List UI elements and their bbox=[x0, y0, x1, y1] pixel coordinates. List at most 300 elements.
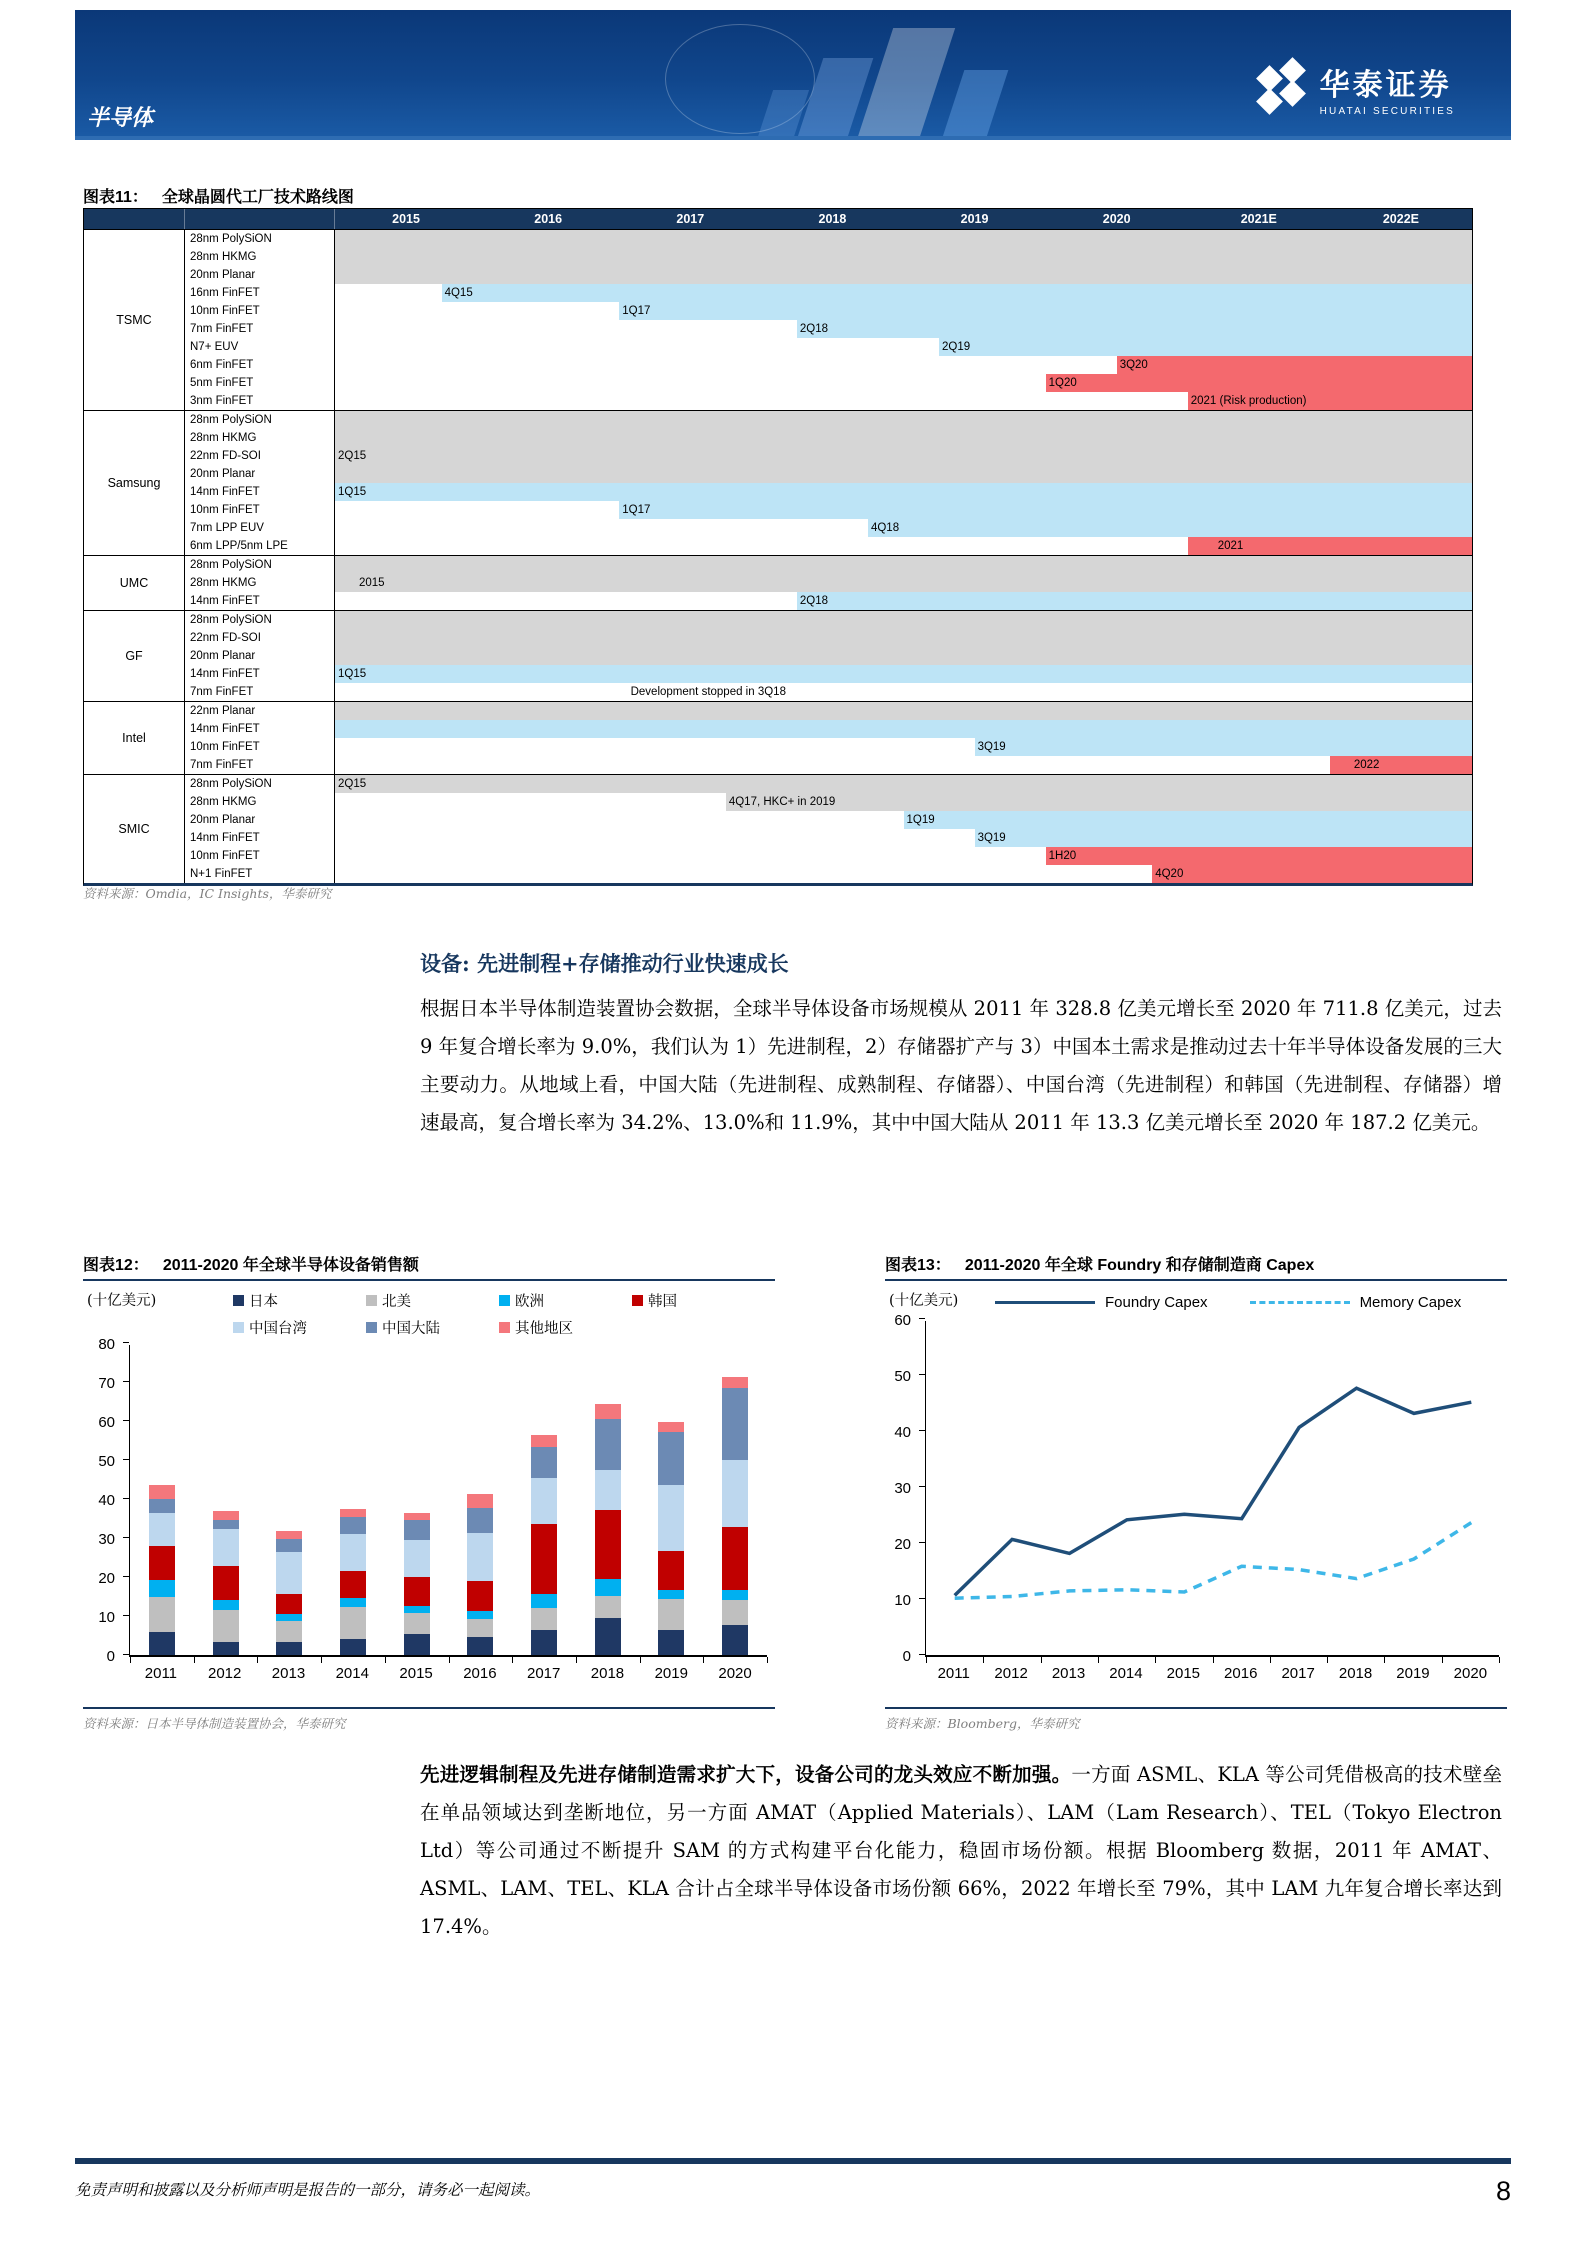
bar-segment bbox=[595, 1510, 621, 1579]
y-tick-mark bbox=[919, 1430, 925, 1431]
company-section bbox=[84, 701, 1472, 774]
tech-label: 28nm HKMG bbox=[185, 793, 335, 811]
roadmap-header-company-cell bbox=[84, 209, 185, 229]
page-number: 8 bbox=[1495, 2176, 1511, 2206]
y-tick-label: 0 bbox=[106, 1648, 115, 1665]
figure12-unit-label: (十亿美元) bbox=[87, 1293, 157, 1309]
y-tick-label: 80 bbox=[98, 1336, 115, 1353]
tech-label: 7nm FinFET bbox=[185, 320, 335, 338]
year-header: 2017 bbox=[676, 212, 705, 226]
bar-segment bbox=[404, 1520, 430, 1540]
brand-name-en: HUATAI SECURITIES bbox=[1319, 106, 1455, 117]
tech-label: 28nm PolySiON bbox=[185, 230, 335, 248]
y-tick-label: 50 bbox=[894, 1368, 911, 1385]
bar-slot bbox=[576, 1345, 640, 1655]
x-tick-label: 2014 bbox=[335, 1665, 369, 1682]
y-tick-label: 50 bbox=[98, 1453, 115, 1470]
timeline-cell bbox=[335, 811, 1472, 829]
timeline-cell bbox=[335, 647, 1472, 665]
bar-segment bbox=[404, 1606, 430, 1613]
company-rows bbox=[185, 702, 1472, 774]
y-tick-mark bbox=[123, 1576, 129, 1577]
x-tick-label: 2013 bbox=[271, 1665, 306, 1682]
roadmap-row bbox=[185, 248, 1472, 266]
tech-label: 10nm FinFET bbox=[185, 501, 335, 519]
company-name: TSMC bbox=[84, 230, 185, 410]
stacked-bar bbox=[467, 1494, 493, 1655]
x-tick-label: 2020 bbox=[1453, 1665, 1488, 1682]
timeline-cell bbox=[335, 465, 1472, 483]
stacked-bar bbox=[149, 1485, 175, 1655]
bar-segment bbox=[722, 1388, 748, 1461]
y-tick-mark bbox=[123, 1381, 129, 1382]
plot-area bbox=[925, 1321, 1499, 1657]
tech-label: 10nm FinFET bbox=[185, 738, 335, 756]
timeline-cell bbox=[335, 756, 1472, 774]
tech-label: 7nm FinFET bbox=[185, 756, 335, 774]
diamond-shape bbox=[1279, 80, 1306, 107]
timeline-cell bbox=[335, 429, 1472, 447]
roadmap-header-tech-cell bbox=[185, 209, 335, 229]
roadmap-bar bbox=[335, 230, 1472, 248]
bar-label: 2015 bbox=[359, 577, 385, 589]
roadmap-bar bbox=[335, 647, 1472, 665]
roadmap-row bbox=[185, 556, 1472, 574]
y-tick-label: 10 bbox=[98, 1609, 115, 1626]
x-tick-mark bbox=[1270, 1657, 1271, 1663]
huatai-logo bbox=[1256, 60, 1455, 117]
bar-segment bbox=[658, 1422, 684, 1432]
legend-item bbox=[233, 1314, 366, 1341]
bar-slot bbox=[449, 1345, 513, 1655]
y-tick-mark bbox=[919, 1486, 925, 1487]
figure13-source: 资料来源：Bloomberg，华泰研究 bbox=[885, 1716, 1080, 1731]
y-tick-label: 60 bbox=[894, 1312, 911, 1329]
bar-label: 4Q18 bbox=[870, 522, 900, 534]
timeline-cell bbox=[335, 629, 1472, 647]
bar-label: 3Q20 bbox=[1119, 359, 1148, 371]
legend-swatch bbox=[233, 1295, 244, 1306]
bar-segment bbox=[658, 1432, 684, 1485]
roadmap-bar bbox=[619, 302, 1472, 320]
x-tick-mark bbox=[703, 1657, 704, 1663]
figure13-caption bbox=[885, 1252, 1507, 1275]
bar-label: 3Q19 bbox=[977, 741, 1006, 753]
bar-label: 4Q15 bbox=[444, 287, 473, 299]
figure12-caption-label: 图表12： bbox=[83, 1257, 149, 1274]
footer bbox=[75, 2178, 1511, 2205]
tech-label: 20nm Planar bbox=[185, 647, 335, 665]
bar-segment bbox=[276, 1539, 302, 1553]
roadmap-row bbox=[185, 447, 1472, 465]
stacked-bar bbox=[658, 1422, 684, 1655]
figure12-chart bbox=[83, 1252, 775, 1732]
bar-slot bbox=[640, 1345, 704, 1655]
x-tick-mark bbox=[1327, 1657, 1328, 1663]
body-paragraph-1: 根据日本半导体制造装置协会数据，全球半导体设备市场规模从 2011 年 328.8 亿美元增长至 2020 年 711.8 亿美元，过去 9 年复合增长率为 9.0%，我们认为 1）先进制程，2）存储器扩产与 3）中国本土需求是推动过去十年半导体设备发展的三大主要动力。从地域上看，中国大陆（先进制程、成熟制程、存储器）、中国台湾（先进制程）和韩国（先进制程、存储器）增速最高，复合增长率为 34.2%、13.0%和 11.9%，其中中国大陆从 2011 年 13.3 亿美元增长至 2020 年 187.2 亿美元。 bbox=[420, 997, 1502, 1134]
legend-label: Foundry Capex bbox=[1105, 1293, 1208, 1311]
year-header: 2016 bbox=[534, 212, 563, 226]
huatai-logo-text bbox=[1320, 60, 1455, 117]
roadmap-row bbox=[185, 738, 1472, 756]
x-tick-label: 2020 bbox=[718, 1665, 752, 1682]
tech-label: 14nm FinFET bbox=[185, 829, 335, 847]
x-tick-mark bbox=[1155, 1657, 1156, 1663]
x-tick-mark bbox=[576, 1657, 577, 1663]
tech-label: 20nm Planar bbox=[185, 811, 335, 829]
x-tick-mark bbox=[1213, 1657, 1214, 1663]
timeline-cell bbox=[335, 320, 1472, 338]
x-tick-label: 2016 bbox=[463, 1665, 497, 1682]
timeline-cell bbox=[335, 683, 1472, 701]
roadmap-row bbox=[185, 465, 1472, 483]
company-name: SMIC bbox=[84, 775, 185, 883]
tech-label: 28nm PolySiON bbox=[185, 411, 335, 429]
roadmap-row bbox=[185, 647, 1472, 665]
tech-label: 7nm LPP EUV bbox=[185, 519, 335, 537]
company-rows bbox=[185, 611, 1472, 701]
x-axis-labels bbox=[925, 1665, 1499, 1682]
company-name: GF bbox=[84, 611, 185, 701]
roadmap-row bbox=[185, 501, 1472, 519]
bar-label: 2Q19 bbox=[942, 341, 971, 353]
bar-segment bbox=[149, 1546, 175, 1580]
x-tick-mark bbox=[983, 1657, 984, 1663]
stacked-bar bbox=[213, 1511, 239, 1655]
tech-label: 28nm HKMG bbox=[185, 574, 335, 592]
roadmap-bar bbox=[335, 411, 1472, 429]
roadmap-row bbox=[185, 574, 1472, 592]
x-tick-label: 2013 bbox=[1051, 1665, 1086, 1682]
timeline-cell bbox=[335, 392, 1472, 410]
timeline-cell bbox=[335, 338, 1472, 356]
figure11-source: 资料来源：Omdia，IC Insights，华泰研究 bbox=[83, 886, 332, 901]
bar-segment bbox=[467, 1494, 493, 1508]
x-tick-label: 2018 bbox=[590, 1665, 625, 1682]
y-tick-mark bbox=[919, 1374, 925, 1375]
diamond-shape bbox=[1256, 88, 1283, 115]
y-tick-label: 70 bbox=[98, 1375, 115, 1392]
roadmap-row bbox=[185, 338, 1472, 356]
legend-swatch bbox=[366, 1322, 377, 1333]
roadmap-bar bbox=[335, 429, 1472, 447]
caption-rule bbox=[83, 1279, 775, 1281]
y-tick-label: 40 bbox=[98, 1492, 115, 1509]
roadmap-row bbox=[185, 266, 1472, 284]
figure13-chart bbox=[885, 1252, 1507, 1732]
line-series bbox=[955, 1523, 1472, 1599]
bar-segment bbox=[467, 1637, 493, 1655]
roadmap-row bbox=[185, 411, 1472, 429]
roadmap-row bbox=[185, 537, 1472, 555]
bar-segment bbox=[595, 1596, 621, 1619]
company-name: UMC bbox=[84, 556, 185, 610]
company-section bbox=[84, 774, 1472, 883]
timeline-cell bbox=[335, 302, 1472, 320]
bar-label: 1Q20 bbox=[1048, 377, 1077, 389]
year-header: 2018 bbox=[818, 212, 847, 226]
timeline-cell bbox=[335, 574, 1472, 592]
x-tick-mark bbox=[321, 1657, 322, 1663]
bar-segment bbox=[149, 1513, 175, 1546]
bar-segment bbox=[276, 1614, 302, 1621]
tech-label: 28nm HKMG bbox=[185, 429, 335, 447]
disclaimer-text: 免责声明和披露以及分析师声明是报告的一部分，请务必一起阅读。 bbox=[75, 2181, 541, 2199]
company-section bbox=[84, 610, 1472, 701]
roadmap-bar bbox=[335, 629, 1472, 647]
bar-segment bbox=[595, 1470, 621, 1510]
bar-segment bbox=[531, 1630, 557, 1655]
x-tick-mark bbox=[640, 1657, 641, 1663]
bar-label: 3Q19 bbox=[977, 832, 1006, 844]
y-tick-mark bbox=[123, 1498, 129, 1499]
header-banner bbox=[75, 10, 1511, 140]
timeline-cell bbox=[335, 356, 1472, 374]
section-heading: 设备: 先进制程+存储推动行业快速成长 bbox=[420, 951, 789, 976]
bar-label: 2021 bbox=[1217, 540, 1244, 552]
timeline-cell bbox=[335, 665, 1472, 683]
bar-segment bbox=[404, 1613, 430, 1633]
bar-label: 4Q17, HKC+ in 2019 bbox=[728, 796, 836, 808]
bar-segment bbox=[467, 1611, 493, 1619]
bar-segment bbox=[467, 1581, 493, 1611]
legend-item bbox=[499, 1287, 632, 1314]
roadmap-row bbox=[185, 519, 1472, 537]
bar-segment bbox=[658, 1485, 684, 1552]
bar-segment bbox=[276, 1594, 302, 1614]
tech-label: 6nm FinFET bbox=[185, 356, 335, 374]
figure11-caption-label: 图表11： bbox=[83, 189, 148, 206]
huatai-diamond-icon bbox=[1256, 61, 1308, 117]
note-label: Development stopped in 3Q18 bbox=[630, 686, 786, 698]
x-tick-label: 2018 bbox=[1338, 1665, 1373, 1682]
roadmap-bar bbox=[726, 793, 1472, 811]
bar-segment bbox=[213, 1529, 239, 1566]
timeline-cell bbox=[335, 611, 1472, 629]
bar-segment bbox=[404, 1513, 430, 1520]
year-header: 2015 bbox=[392, 212, 420, 226]
bar-segment bbox=[595, 1404, 621, 1420]
bar-segment bbox=[531, 1608, 557, 1630]
timeline-cell bbox=[335, 501, 1472, 519]
roadmap-row bbox=[185, 284, 1472, 302]
bar-segment bbox=[276, 1531, 302, 1539]
bar-label: 2021 (Risk production) bbox=[1190, 395, 1307, 407]
y-tick-label: 30 bbox=[98, 1531, 115, 1548]
roadmap-header-row bbox=[84, 209, 1472, 229]
bar-segment bbox=[340, 1598, 366, 1607]
roadmap-row bbox=[185, 429, 1472, 447]
bar-label: 2Q15 bbox=[338, 450, 367, 462]
year-header: 2022E bbox=[1382, 212, 1420, 226]
legend-swatch bbox=[233, 1322, 244, 1333]
roadmap-bar bbox=[939, 338, 1472, 356]
banner-graphic bbox=[942, 70, 1009, 140]
bar-segment bbox=[722, 1590, 748, 1600]
tech-label: 16nm FinFET bbox=[185, 284, 335, 302]
bar-segment bbox=[404, 1634, 430, 1655]
x-tick-mark bbox=[1041, 1657, 1042, 1663]
roadmap-bar bbox=[335, 611, 1472, 629]
y-tick-mark bbox=[123, 1654, 129, 1655]
y-tick-mark bbox=[123, 1459, 129, 1460]
legend-item bbox=[233, 1287, 366, 1314]
x-tick-mark bbox=[130, 1657, 131, 1663]
timeline-cell bbox=[335, 720, 1472, 738]
timeline-cell bbox=[335, 592, 1472, 610]
legend-swatch bbox=[499, 1322, 510, 1333]
bar-slot bbox=[130, 1345, 194, 1655]
company-name: Samsung bbox=[84, 411, 185, 555]
tech-label: 6nm LPP/5nm LPE bbox=[185, 537, 335, 555]
bar-segment bbox=[149, 1597, 175, 1633]
tech-label: 14nm FinFET bbox=[185, 665, 335, 683]
roadmap-row bbox=[185, 702, 1472, 720]
paragraph2-bold-lead: 先进逻辑制程及先进存储制造需求扩大下，设备公司的龙头效应不断加强。 bbox=[420, 1763, 1072, 1786]
bar-segment bbox=[658, 1590, 684, 1599]
report-category: 半导体 bbox=[87, 105, 154, 131]
figure11-caption-title: 全球晶圆代工厂技术路线图 bbox=[161, 189, 354, 206]
bar-segment bbox=[340, 1534, 366, 1571]
timeline-cell bbox=[335, 847, 1472, 865]
bar-segment bbox=[531, 1524, 557, 1594]
roadmap-bar bbox=[335, 447, 1472, 465]
banner-graphic bbox=[857, 28, 955, 140]
x-tick-label: 2012 bbox=[994, 1665, 1028, 1682]
roadmap-bar bbox=[335, 775, 1472, 793]
roadmap-bar bbox=[1188, 392, 1472, 410]
y-tick-label: 20 bbox=[894, 1536, 911, 1553]
bar-segment bbox=[722, 1527, 748, 1590]
timeline-cell bbox=[335, 447, 1472, 465]
roadmap-bar bbox=[1188, 537, 1472, 555]
figure11-caption bbox=[83, 184, 354, 207]
x-tick-mark bbox=[512, 1657, 513, 1663]
roadmap-bar bbox=[1152, 865, 1472, 883]
figure13-caption-label: 图表13： bbox=[885, 1257, 951, 1274]
bar-segment bbox=[276, 1552, 302, 1594]
roadmap-bar bbox=[619, 501, 1472, 519]
timeline-cell bbox=[335, 266, 1472, 284]
legend-label: Memory Capex bbox=[1359, 1293, 1462, 1311]
roadmap-row bbox=[185, 356, 1472, 374]
bar-segment bbox=[340, 1517, 366, 1534]
tech-label: 5nm FinFET bbox=[185, 374, 335, 392]
legend-swatch bbox=[366, 1295, 377, 1306]
x-tick-mark bbox=[449, 1657, 450, 1663]
figure12-legend bbox=[233, 1287, 778, 1341]
roadmap-bar bbox=[335, 483, 1472, 501]
legend-item bbox=[632, 1287, 765, 1314]
tech-label: 28nm PolySiON bbox=[185, 775, 335, 793]
legend-item bbox=[366, 1287, 499, 1314]
bar-segment bbox=[467, 1619, 493, 1637]
bar-segment bbox=[149, 1580, 175, 1597]
x-tick-mark bbox=[194, 1657, 195, 1663]
bar-segment bbox=[404, 1577, 430, 1606]
x-tick-label: 2015 bbox=[1166, 1665, 1201, 1682]
bar-segment bbox=[340, 1509, 366, 1518]
figure13-legend bbox=[995, 1287, 1507, 1317]
bar-segment bbox=[722, 1460, 748, 1527]
bar-segment bbox=[531, 1435, 557, 1447]
bar-slot bbox=[385, 1345, 449, 1655]
legend-label: 北美 bbox=[382, 1294, 411, 1310]
tech-label: 10nm FinFET bbox=[185, 302, 335, 320]
figure13-caption-title: 2011-2020 年全球 Foundry 和存储制造商 Capex bbox=[964, 1257, 1315, 1274]
timeline-cell bbox=[335, 248, 1472, 266]
plot-area bbox=[129, 1345, 767, 1657]
y-axis bbox=[83, 1336, 123, 1665]
y-tick-mark bbox=[123, 1615, 129, 1616]
bar-segment bbox=[149, 1499, 175, 1513]
year-header: 2019 bbox=[960, 212, 989, 226]
stacked-bar bbox=[276, 1531, 302, 1655]
figure12-plot bbox=[83, 1336, 775, 1697]
roadmap-row bbox=[185, 483, 1472, 501]
legend-label: 欧洲 bbox=[515, 1294, 544, 1310]
tech-label: N+1 FinFET bbox=[185, 865, 335, 883]
roadmap-row bbox=[185, 392, 1472, 410]
bar-label: 2022 bbox=[1353, 759, 1380, 771]
company-rows bbox=[185, 411, 1472, 555]
body-paragraph-2 bbox=[420, 1756, 1502, 1946]
y-tick-mark bbox=[919, 1654, 925, 1655]
roadmap-bar bbox=[1330, 756, 1472, 774]
timeline-cell bbox=[335, 483, 1472, 501]
tech-label: 14nm FinFET bbox=[185, 592, 335, 610]
roadmap-row bbox=[185, 847, 1472, 865]
roadmap-bar bbox=[797, 320, 1472, 338]
x-tick-label: 2016 bbox=[1224, 1665, 1258, 1682]
legend-line-sample bbox=[995, 1301, 1095, 1304]
x-tick-label: 2019 bbox=[1396, 1665, 1430, 1682]
y-tick-label: 60 bbox=[98, 1414, 115, 1431]
x-tick-mark bbox=[1499, 1657, 1500, 1663]
timeline-cell bbox=[335, 537, 1472, 555]
roadmap-row bbox=[185, 720, 1472, 738]
x-tick-mark bbox=[767, 1657, 768, 1663]
y-tick-mark bbox=[123, 1420, 129, 1421]
x-tick-label: 2014 bbox=[1109, 1665, 1143, 1682]
timeline-cell bbox=[335, 519, 1472, 537]
roadmap-row bbox=[185, 592, 1472, 610]
bar-segment bbox=[531, 1447, 557, 1479]
foundry-roadmap-table bbox=[83, 208, 1473, 886]
bar-segment bbox=[276, 1621, 302, 1642]
stacked-bar bbox=[404, 1513, 430, 1655]
company-rows bbox=[185, 556, 1472, 610]
paragraph2-rest: 一方面 ASML、KLA 等公司凭借极高的技术壁垒在单品领域达到垄断地位，另一方面 AMAT（Applied Materials）、LAM（Lam Research）、TEL（Tokyo Electron Ltd）等公司通过不断提升 SAM 的方式构建平台化能力，稳固市场份额。根据 Bloomberg 数据，2011 年 AMAT、ASML、LAM、TEL、KLA 合计占全球半导体设备市场份额 66%，2022 年增长至 79%，其中 LAM 九年复合增长率达到 17.4%。 bbox=[420, 1763, 1502, 1938]
x-tick-mark bbox=[385, 1657, 386, 1663]
legend-item bbox=[366, 1314, 499, 1341]
y-tick-label: 10 bbox=[894, 1592, 911, 1609]
roadmap-row bbox=[185, 374, 1472, 392]
roadmap-bar bbox=[797, 592, 1472, 610]
brand-name-cn: 华泰证券 bbox=[1319, 68, 1452, 103]
bar-segment bbox=[213, 1520, 239, 1529]
roadmap-row bbox=[185, 829, 1472, 847]
timeline-cell bbox=[335, 829, 1472, 847]
year-header: 2020 bbox=[1102, 212, 1131, 226]
bar-label: 1Q17 bbox=[622, 305, 651, 317]
company-rows bbox=[185, 230, 1472, 410]
y-tick-mark bbox=[919, 1598, 925, 1599]
tech-label: 22nm FD-SOI bbox=[185, 629, 335, 647]
legend-label: 韩国 bbox=[648, 1294, 677, 1310]
tech-label: 28nm HKMG bbox=[185, 248, 335, 266]
legend-label: 中国大陆 bbox=[382, 1321, 440, 1337]
